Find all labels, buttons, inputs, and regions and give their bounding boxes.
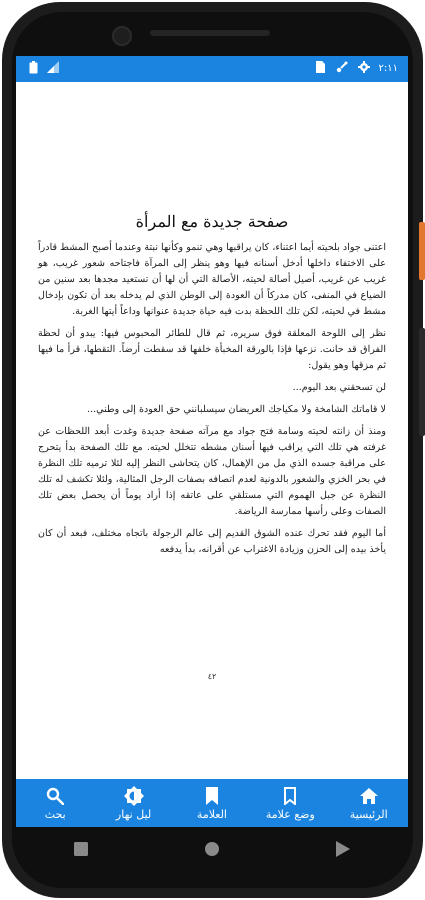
nav-add-bookmark-label: وضع علامة: [265, 807, 315, 821]
nav-home-label: الرئيسية: [349, 807, 388, 821]
nav-bookmark-label: العلامة: [196, 807, 227, 821]
back-triangle-icon: [336, 841, 350, 857]
status-right: [313, 61, 398, 75]
status-time: ٢:١١: [378, 62, 398, 74]
nav-search-label: بحث: [44, 807, 66, 821]
status-bar: [16, 56, 408, 82]
settings-icon: [357, 61, 371, 75]
front-camera: [112, 26, 132, 46]
screen: [16, 56, 408, 827]
paragraph: ومنذ أن زانته لحيته وسامة فتح جواد مع مرآته صفحة جديدة وغدت أبعد اللحظات عن غرفته هي تلك التي يراقب فيها أسنان مشطه تتخلل لحيته. مع تلك الصفحة بدأ يتحرج على مراقبة جسده الذي مل من الإهمال، كان يتحاشى النظر إليه لئلا ترميه تلك النظرة في بحر الخزي والشعور بالدونية لعدم اتصافه بصفات الرجل المثالية، ولئلا تكشف له تلك النظرة عن جبل الهموم التي مستلقي على عاتقه إذا أراد يوماً أن يحصل بعض تلك الصفات وعلى رأسها ممارسة الرياضة.: [38, 426, 386, 517]
nav-add-bookmark[interactable]: [251, 786, 329, 821]
power-button[interactable]: [419, 222, 425, 280]
system-navigation: [16, 827, 408, 871]
earpiece-speaker: [150, 30, 270, 36]
paragraph: لن تسحقني بعد اليوم...: [292, 382, 386, 393]
bottom-navigation: [16, 779, 408, 827]
home-circle-icon: [204, 841, 220, 857]
battery-icon: [26, 61, 40, 75]
nav-day-night[interactable]: [95, 786, 173, 821]
paragraph: أما اليوم فقد تحرك عنده الشوق القديم إلى عالم الرجولة باتجاه مختلف، فبعد أن كان يأخذ بيده إلى الحزن وزيادة الاغتراب عن أقرانه، بدأ يدفعه: [38, 528, 386, 555]
signal-icon: [46, 61, 60, 75]
brightness-icon: [124, 786, 144, 806]
sim-icon: [313, 61, 327, 75]
status-left: [26, 61, 60, 75]
paragraph: لا قاماتك الشامخة ولا مكياجك العريضان سيسلبانني حق العودة إلى وطني...: [86, 404, 386, 415]
nav-day-night-label: ليل نهار: [115, 807, 152, 821]
reader-page[interactable]: [16, 82, 408, 779]
recents-icon: [74, 842, 88, 856]
home-icon: [359, 786, 379, 806]
nav-bookmark[interactable]: [173, 786, 251, 821]
page-title: صفحة جديدة مع المرأة: [135, 212, 289, 231]
home-button[interactable]: [197, 834, 227, 864]
bookmark-outline-icon: [280, 786, 300, 806]
page-text: [38, 240, 386, 564]
volume-button[interactable]: [419, 328, 425, 436]
paragraph: نظر إلى اللوحة المعلقة فوق سريره، ثم قال للطائر المحبوس فيها: يبدو أن لحظة الفراق قد حانت. نزعها فإذا بالورقة المخبأة خلفها قد سقطت أرضاً. التقطها، قرأ ما فيها ثم مزقها وهو يقول:: [38, 328, 386, 371]
bookmark-icon: [202, 786, 222, 806]
recents-button[interactable]: [66, 834, 96, 864]
nav-home[interactable]: [330, 786, 408, 821]
search-icon: [45, 786, 65, 806]
nav-search[interactable]: [16, 786, 94, 821]
back-button[interactable]: [328, 834, 358, 864]
page-number: ٤٢: [207, 672, 217, 681]
wifi-icon: [335, 61, 349, 75]
paragraph: اعتنى جواد بلحيته أيما اعتناء، كان يراقبها وهي تنمو وكأنها نبتة وعندما أصبح المشط قادراً على الاختفاء داخلها أدخل أسنانه فيها وهو ينظر إلى المرآة فاجتاحه شعور غريب، هو غريب عن غريب، أصيل أصالة لحيته، الأصالة التي أن لها أن تستعيد مجدها بعد سنين من الضياع في المنفى، كان مدركاً أن العودة إلى الوطن الذي لم يدخله بعد أن تكون بإدخال مشط في لحيته، لكن تلك اللحظة بدت فيه حياة جديدة عنوانها وداعاً أيتها الغربة.: [38, 242, 386, 317]
